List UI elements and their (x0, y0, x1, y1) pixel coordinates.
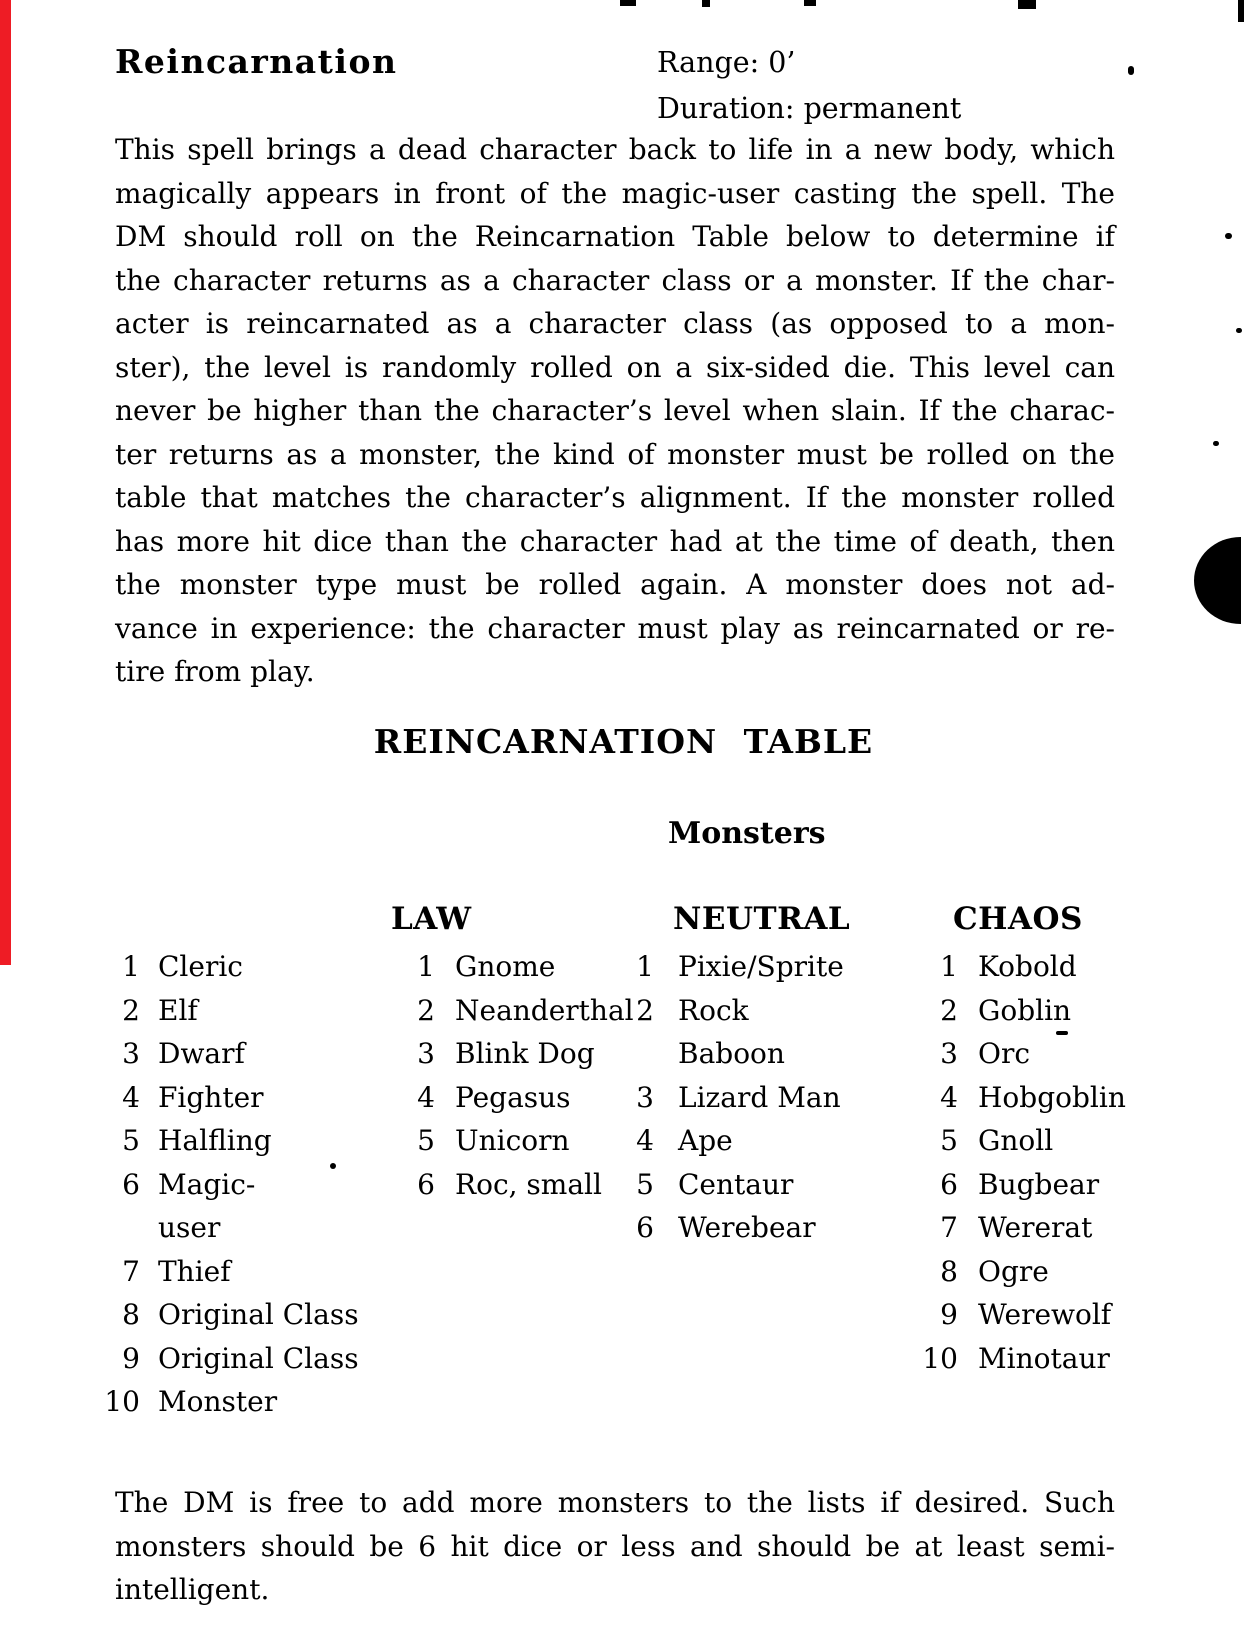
die-roll-number: 6 (940, 1167, 958, 1201)
die-roll-number: 4 (122, 1080, 140, 1114)
result-label: Rock (678, 993, 749, 1027)
result-label: Gnoll (978, 1124, 1054, 1157)
red-margin-stripe (0, 0, 11, 965)
column-header-law: LAW (391, 901, 472, 937)
scan-artifact (620, 0, 636, 6)
die-roll-number (612, 1032, 654, 1076)
result-label: Cleric (158, 950, 243, 983)
text-line: vance in experience: the character must play as reincarnated or re- (115, 611, 1115, 645)
table-row (912, 1250, 1126, 1294)
result-label: Gnome (455, 950, 556, 983)
table-row (95, 1119, 359, 1163)
result-label: Kobold (978, 950, 1077, 983)
text-line: monsters should be 6 hit dice or less and should be at least semi- (115, 1529, 1115, 1563)
result-label: Monster (158, 1385, 278, 1418)
dm-note (115, 1481, 1115, 1612)
die-roll-number: 1 (940, 950, 958, 983)
text-line: DM should roll on the Reincarnation Table below to determine if (115, 220, 1115, 253)
column-neutral (612, 945, 844, 1250)
table-row (912, 989, 1126, 1033)
spell-description (115, 128, 1115, 694)
text-line: the monster type must be rolled again. A monster does not ad- (115, 568, 1115, 601)
table-row (912, 1119, 1126, 1163)
reincarnation-table-title: REINCARNATION TABLE (373, 722, 874, 761)
table-row (95, 1076, 359, 1120)
table-row (95, 1163, 359, 1207)
text-line: table that matches the character’s alignment. If the monster rolled (115, 481, 1115, 514)
text-line: never be higher than the character’s level when slain. If the charac- (115, 394, 1115, 427)
die-roll-number: 6 (417, 1167, 435, 1201)
die-roll-number: 5 (122, 1124, 140, 1157)
table-row (95, 989, 359, 1033)
die-roll-number: 9 (122, 1341, 140, 1375)
table-row (395, 1032, 634, 1076)
table-row (612, 1032, 844, 1076)
die-roll-number: 2 (417, 993, 435, 1027)
table-row (612, 1119, 844, 1163)
table-row (395, 1076, 634, 1120)
die-roll-number: 8 (940, 1254, 958, 1288)
table-row (912, 945, 1126, 989)
die-roll-number: 4 (417, 1080, 435, 1114)
result-label: Unicorn (455, 1124, 570, 1157)
text-line: the character returns as a character class or a monster. If the char- (115, 263, 1115, 297)
table-row (95, 1206, 359, 1250)
table-row (95, 1032, 359, 1076)
table-row (95, 1380, 359, 1424)
die-roll-number: 10 (104, 1385, 140, 1418)
result-label: Pixie/Sprite (678, 950, 844, 983)
table-row (912, 1032, 1126, 1076)
result-label: Minotaur (978, 1341, 1110, 1375)
text-line: intelligent. (115, 1573, 270, 1606)
die-roll-number: 1 (417, 950, 435, 983)
result-label: Werebear (678, 1211, 816, 1244)
table-row (612, 1163, 844, 1207)
result-label: Blink Dog (455, 1037, 595, 1070)
die-roll-number: 3 (636, 1080, 654, 1114)
text-line: has more hit dice than the character had at the time of death, then (115, 524, 1115, 558)
die-roll-number: 2 (636, 993, 654, 1027)
spell-duration: Duration: permanent (657, 91, 962, 125)
scan-artifact (702, 0, 710, 7)
result-label: Original Class (158, 1341, 359, 1375)
column-character-class (95, 945, 359, 1424)
table-row (612, 945, 844, 989)
table-row (395, 1119, 634, 1163)
result-label: Roc, small (455, 1167, 602, 1201)
result-label: Neanderthal (455, 993, 634, 1027)
result-label: Elf (158, 993, 198, 1027)
column-chaos (912, 945, 1126, 1380)
die-roll-number: 4 (636, 1124, 654, 1157)
result-label: Magic- (158, 1167, 256, 1201)
die-roll-number: 7 (122, 1254, 140, 1288)
die-roll-number: 2 (122, 993, 140, 1027)
die-roll-number: 5 (940, 1124, 958, 1157)
text-line: tire from play. (115, 655, 315, 688)
scan-artifact (1018, 0, 1036, 9)
die-roll-number: 9 (940, 1298, 958, 1331)
result-label: Werewolf (978, 1298, 1112, 1331)
result-label: Lizard Man (678, 1080, 841, 1114)
table-row (912, 1337, 1126, 1381)
result-label: Pegasus (455, 1080, 571, 1114)
table-row (395, 1163, 634, 1207)
die-roll-number: 10 (922, 1341, 958, 1375)
result-label: Original Class (158, 1298, 359, 1331)
text-line: magically appears in front of the magic-user casting the spell. The (115, 176, 1115, 210)
text-line: The DM is free to add more monsters to the lists if desired. Such (115, 1486, 1115, 1519)
result-label: Bugbear (978, 1167, 1100, 1201)
text-line: This spell brings a dead character back to life in a new body, which (115, 133, 1115, 166)
result-label: Ogre (978, 1254, 1049, 1288)
result-label: user (158, 1211, 221, 1244)
result-label: Baboon (678, 1037, 785, 1070)
table-row (95, 1250, 359, 1294)
result-label: Wererat (978, 1211, 1093, 1244)
table-row (912, 1293, 1126, 1337)
scan-artifact (1128, 66, 1134, 75)
spell-range: Range: 0’ (657, 46, 796, 79)
scan-artifact (1225, 233, 1232, 239)
page-edge-tab-marker (1194, 537, 1241, 624)
text-line: ter returns as a monster, the kind of monster must be rolled on the (115, 437, 1115, 471)
spell-title: Reincarnation (115, 42, 398, 81)
table-row (912, 1206, 1126, 1250)
table-row (612, 989, 844, 1033)
text-line: acter is reincarnated as a character class (as opposed to a mon- (115, 307, 1115, 340)
result-label: Ape (678, 1124, 733, 1157)
result-label: Hobgoblin (978, 1080, 1126, 1114)
scan-artifact (1213, 441, 1219, 446)
result-label: Fighter (158, 1080, 264, 1114)
table-row (612, 1206, 844, 1250)
scan-artifact (1236, 328, 1242, 333)
die-roll-number (95, 1206, 140, 1250)
result-label: Goblin (978, 993, 1072, 1027)
table-row (612, 1076, 844, 1120)
table-row (395, 989, 634, 1033)
result-label: Centaur (678, 1167, 794, 1201)
text-line: ster), the level is randomly rolled on a six-sided die. This level can (115, 350, 1115, 384)
table-row (912, 1076, 1126, 1120)
die-roll-number: 1 (636, 950, 654, 983)
table-row (912, 1163, 1126, 1207)
result-label: Halfling (158, 1124, 272, 1157)
die-roll-number: 8 (122, 1298, 140, 1331)
die-roll-number: 3 (940, 1037, 958, 1070)
result-label: Dwarf (158, 1037, 245, 1070)
die-roll-number: 5 (417, 1124, 435, 1157)
spell-stats (657, 40, 961, 131)
die-roll-number: 4 (940, 1080, 958, 1114)
die-roll-number: 2 (940, 993, 958, 1027)
scan-artifact (1238, 0, 1244, 22)
column-header-chaos: CHAOS (953, 901, 1083, 937)
table-row (95, 1293, 359, 1337)
die-roll-number: 6 (122, 1167, 140, 1201)
scan-artifact (804, 0, 816, 6)
die-roll-number: 5 (636, 1167, 654, 1201)
table-row (95, 945, 359, 989)
die-roll-number: 1 (122, 950, 140, 983)
monsters-subtitle: Monsters (668, 816, 826, 851)
result-label: Thief (158, 1254, 231, 1288)
result-label: Orc (978, 1037, 1031, 1070)
column-header-neutral: NEUTRAL (673, 901, 851, 937)
table-row (395, 945, 634, 989)
die-roll-number: 6 (636, 1211, 654, 1244)
die-roll-number: 7 (940, 1211, 958, 1244)
die-roll-number: 3 (417, 1037, 435, 1070)
die-roll-number: 3 (122, 1037, 140, 1070)
column-law (395, 945, 634, 1206)
table-row (95, 1337, 359, 1381)
